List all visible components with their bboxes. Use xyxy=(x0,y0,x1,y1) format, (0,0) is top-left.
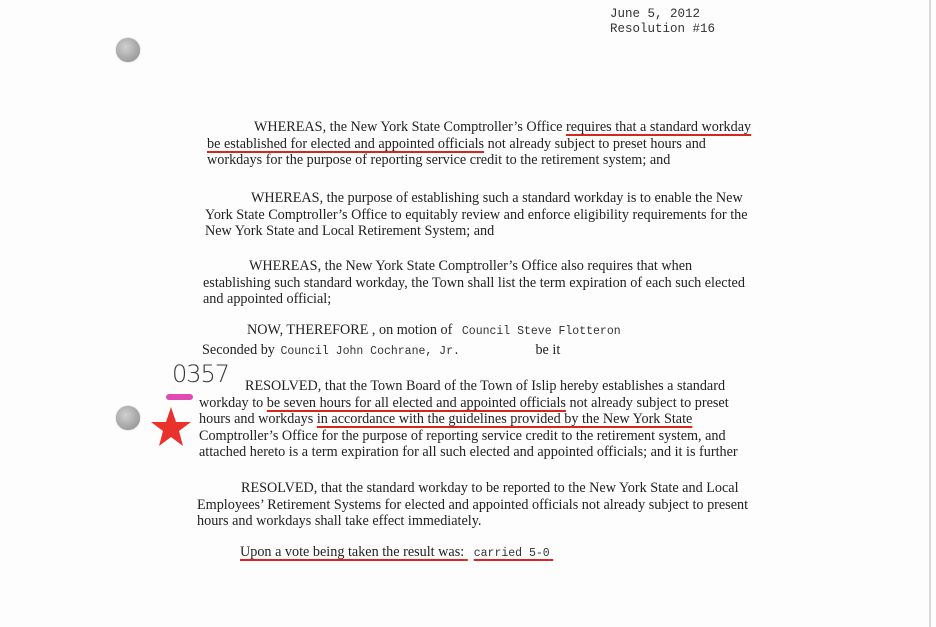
p1-line1-underlined: requires that a standard workday xyxy=(565,119,752,135)
handwritten-number: 0357 xyxy=(172,360,230,388)
p5-line3-underlined: in accordance with the guidelines provided by the New York State xyxy=(316,411,693,428)
p1-line3: workdays for the purpose of reporting service credit to the retirement system; and xyxy=(207,152,671,169)
highlight-mark xyxy=(166,394,193,400)
motion-paragraph xyxy=(202,322,621,360)
p2-line1: WHEREAS, the purpose of establishing such a standard workday is to enable the New xyxy=(251,190,743,206)
punch-hole-middle xyxy=(116,406,140,430)
p3-line2: establishing such standard workday, the Town shall list the term expiration of each such elected xyxy=(203,274,745,291)
page-edge xyxy=(929,0,931,627)
p4-line2-text: Seconded by xyxy=(202,341,275,358)
p1-line1-text: WHEREAS, the New York State Comptroller’s Office xyxy=(254,119,566,135)
p4-line1-text: NOW, THEREFORE , on motion of xyxy=(247,322,453,338)
vote-result-paragraph xyxy=(240,544,553,563)
resolved-paragraph-1 xyxy=(199,378,738,461)
whereas-paragraph-3 xyxy=(203,258,745,308)
p5-line2-text-c: not already subject to preset xyxy=(565,394,729,411)
document-header xyxy=(610,7,715,37)
mover-name: Council Steve Flotteron xyxy=(461,325,621,338)
p1-line2-underlined: be established for elected and appointed officials xyxy=(207,135,485,152)
header-date: June 5, 2012 xyxy=(610,7,701,21)
p1-line2-text: not already subject to preset hours and xyxy=(484,135,706,152)
p7-text: Upon a vote being taken the result was: xyxy=(240,544,465,560)
p5-line4: Comptroller’s Office for the purpose of reporting service credit to the retirement system, and xyxy=(199,427,726,444)
p3-line1: WHEREAS, the New York State Comptroller’s Office also requires that when xyxy=(249,258,693,274)
p6-line2: Employees’ Retirement Systems for elected and appointed officials not already subject to present xyxy=(197,496,749,513)
header-resolution: Resolution #16 xyxy=(610,22,716,36)
p5-line5: attached hereto is a term expiration for all such elected and appointed officials; and it is further xyxy=(199,444,738,461)
p5-line1: RESOLVED, that the Town Board of the Town of Islip hereby establishes a standard xyxy=(245,378,726,394)
p2-line2: York State Comptroller’s Office to equitably review and enforce eligibility requirements for the xyxy=(205,206,748,223)
p4-be-it: be it xyxy=(535,341,561,358)
seconder-name: Council John Cochrane, Jr. xyxy=(280,344,460,358)
resolved-paragraph-2 xyxy=(197,480,748,530)
punch-hole-top xyxy=(116,38,140,62)
p5-line2-text-a: workday to xyxy=(199,394,267,411)
whereas-paragraph-1 xyxy=(207,119,751,169)
p5-line3-text-a: hours and workdays xyxy=(199,411,317,428)
p6-line3: hours and workdays shall take effect immediately. xyxy=(197,513,482,530)
p5-line2-underlined: be seven hours for all elected and appointed officials xyxy=(266,394,566,411)
star-icon xyxy=(150,406,192,448)
p2-line3: New York State and Local Retirement System; and xyxy=(205,223,495,240)
whereas-paragraph-2 xyxy=(205,190,748,240)
vote-result: carried 5-0 xyxy=(473,547,550,560)
p3-line3: and appointed official; xyxy=(203,291,332,308)
p6-line1: RESOLVED, that the standard workday to be reported to the New York State and Local xyxy=(241,480,739,496)
